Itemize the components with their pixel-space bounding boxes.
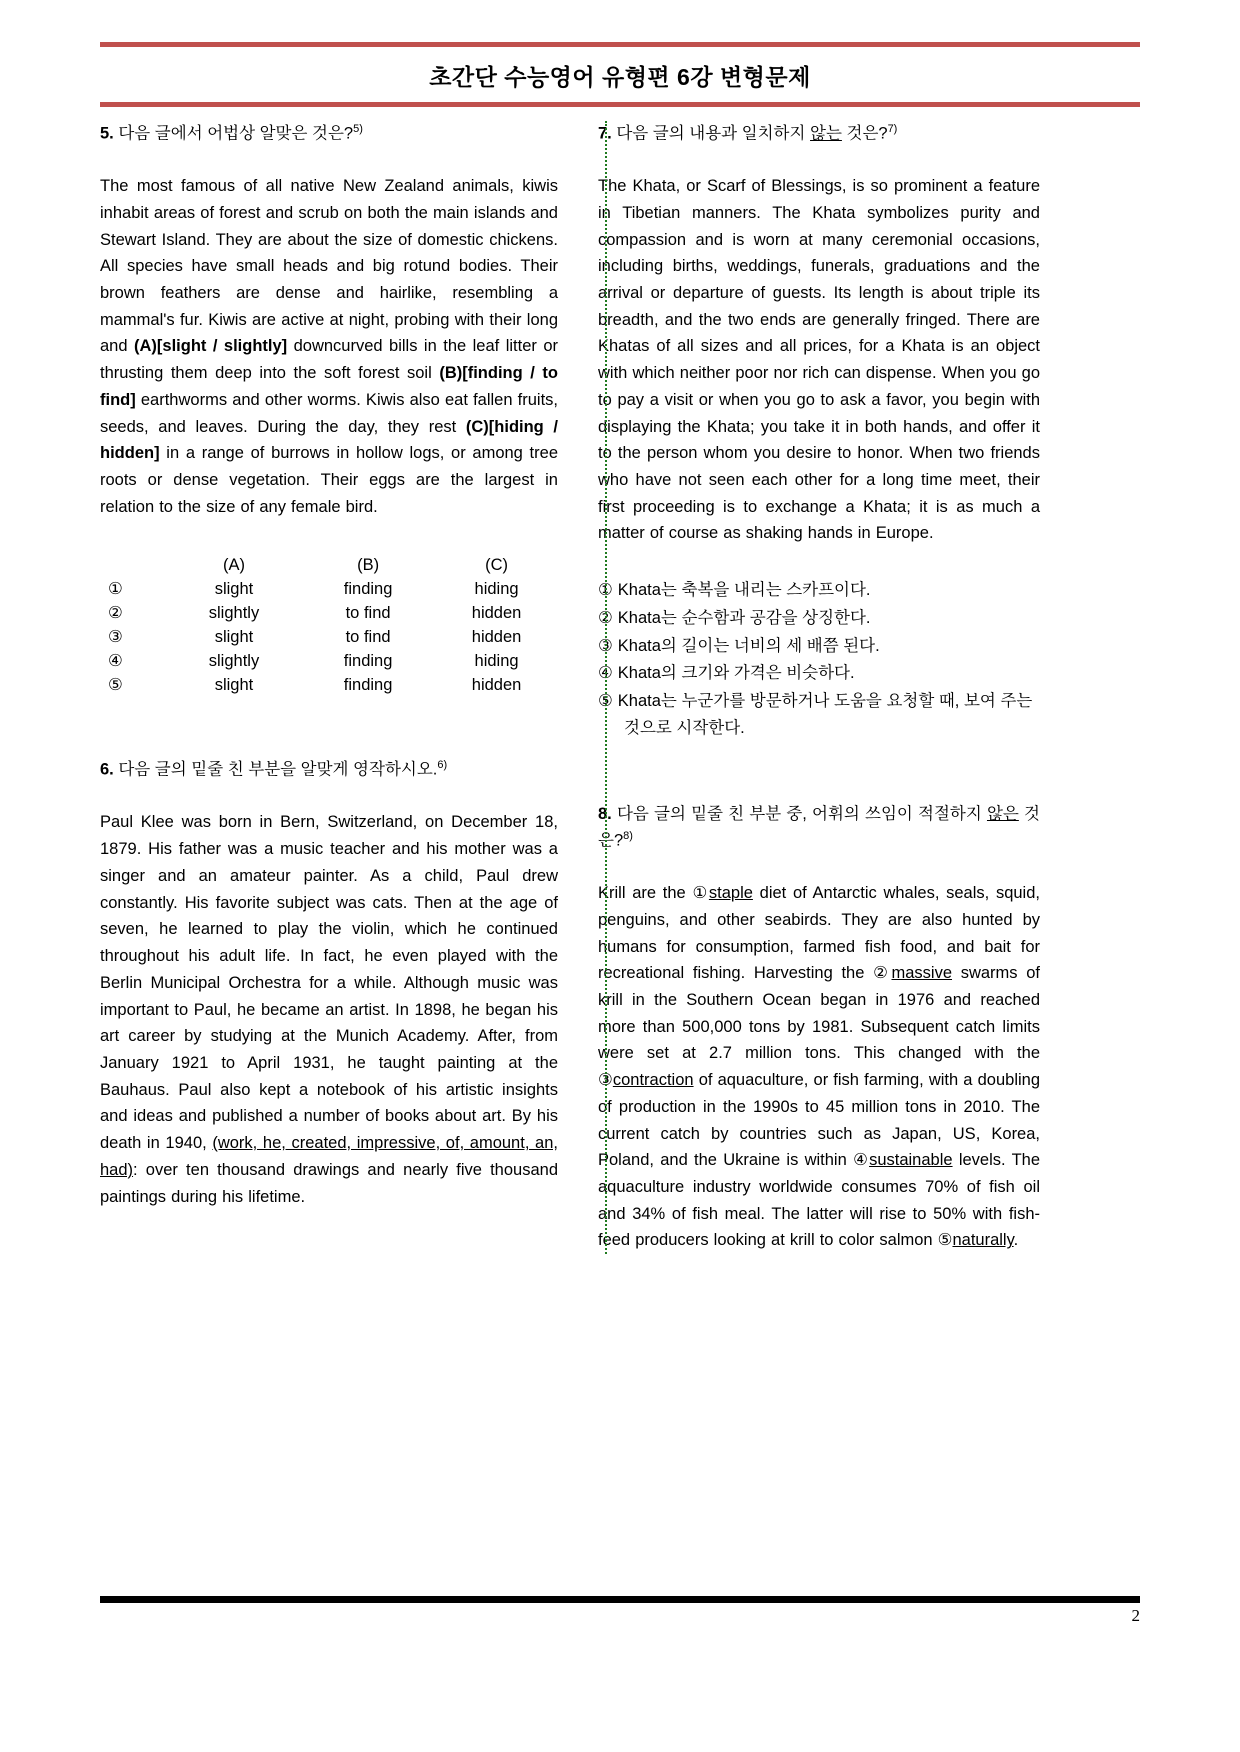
- option-marker: ①: [598, 581, 613, 600]
- choice-value-a: slightly: [208, 603, 260, 622]
- page-title: 초간단 수능영어 유형편 6강 변형문제: [429, 64, 811, 90]
- list-item[interactable]: [598, 688, 1040, 741]
- choice-marker[interactable]: ④: [108, 652, 123, 671]
- right-column: [570, 121, 1040, 1254]
- q6-passage-part2: : over ten thousand drawings and nearly five thousand paintings during his lifetime.: [100, 1160, 558, 1206]
- q5-passage-part2: downcurved bills in the leaf litter or thrusting them deep into the soft forest soil: [100, 337, 558, 383]
- question-6-prompt: 다음 글의 밑줄 친 부분을 알맞게 영작하시오.: [113, 760, 438, 779]
- choice-table-header-row: [100, 554, 558, 577]
- question-7-options: [598, 577, 1040, 741]
- col-header-b: (B): [357, 556, 380, 575]
- question-5: [100, 121, 558, 697]
- q8-seg3: swarms of krill in the Southern Ocean began in 1976 and reached more than 500,000 tons by 1981. Subsequent catch limits were set at 2.7 million tons. This changed with the: [598, 964, 1040, 1063]
- choice-value-a: slightly: [208, 651, 260, 670]
- left-column: [100, 121, 570, 1210]
- option-marker: ③: [598, 636, 613, 655]
- option-label: Khata는 순수함과 공감을 상징한다.: [617, 608, 871, 627]
- table-row[interactable]: [100, 601, 558, 625]
- question-8-passage: [598, 880, 1040, 1254]
- list-item[interactable]: [598, 577, 1040, 604]
- table-row[interactable]: [100, 673, 558, 697]
- q6-scrambled-words: (work, he, created, impressive, of, amount, an, had): [100, 1134, 558, 1179]
- question-8-prompt-negation: 않은: [986, 805, 1019, 824]
- q8-seg4: of aquaculture, or fish farming, with a doubling of production in the 1990s to 45 million tons in 2010. The current catch by countries such as Japan, US, Korea, Poland, and the Ukraine is within: [598, 1071, 1041, 1170]
- question-5-number: 5.: [100, 124, 114, 143]
- table-row[interactable]: [100, 577, 558, 601]
- header-bottom-rule: [100, 102, 1140, 107]
- q8-underlined-word-3[interactable]: contraction: [612, 1071, 694, 1090]
- q5-blank-b: (B)[finding / to find]: [100, 364, 558, 409]
- option-label: Khata의 크기와 가격은 비슷하다.: [617, 664, 855, 683]
- question-7-number: 7.: [598, 124, 612, 143]
- option-label: Khata의 길이는 너비의 세 배쯤 된다.: [617, 636, 880, 655]
- q8-marker-1: ①: [692, 884, 709, 903]
- choice-table-body: [100, 577, 558, 697]
- choice-value-b: to find: [345, 627, 391, 646]
- question-5-footnote: 5): [353, 123, 363, 135]
- choice-value-c: hidden: [471, 627, 522, 646]
- question-5-prompt: 다음 글에서 어법상 알맞은 것은?: [113, 124, 354, 143]
- choice-value-a: slight: [214, 675, 254, 694]
- q5-passage-part1: The most famous of all native New Zealand animals, kiwis inhabit areas of forest and scrub on both the main islands and Stewart Island. They are about the size of domestic chickens. All species have small heads and big rotund bodies. Their brown feathers are dense and hairlike, resembling a mammal's fur. Kiwis are active at night, probing with their long and: [100, 177, 558, 356]
- q8-underlined-word-5[interactable]: naturally: [952, 1231, 1014, 1250]
- choice-marker[interactable]: ⑤: [108, 676, 123, 695]
- choice-value-b: finding: [343, 675, 393, 694]
- column-divider: [605, 121, 607, 1254]
- question-7-prompt-negation: 않는: [810, 124, 842, 143]
- q8-marker-2: ②: [873, 964, 892, 983]
- choice-value-a: slight: [214, 627, 254, 646]
- question-8-heading: [598, 802, 1040, 854]
- choice-value-c: hidden: [471, 675, 522, 694]
- choice-value-c: hiding: [474, 651, 519, 670]
- choice-value-c: hiding: [474, 579, 519, 598]
- q8-seg2: diet of Antarctic whales, seals, squid, penguins, and other seabirds. They are also hunted by humans for consumption, farmed fish food, and bait for recreational fishing. Harvesting the: [598, 884, 1040, 983]
- q8-underlined-word-2[interactable]: massive: [891, 964, 953, 983]
- option-marker: ④: [598, 664, 613, 683]
- option-label: Khata는 누군가를 방문하거나 도움을 요청할 때, 보여 주는 것으로 시작한다.: [617, 692, 1033, 737]
- question-7-prompt-b: 것은?: [841, 124, 888, 143]
- list-item[interactable]: [598, 633, 1040, 660]
- q8-seg5: levels. The aquaculture industry worldwide consumes 70% of fish oil and 34% of fish meal. The latter will rise to 50% with fish-feed producers looking at krill to color salmon: [598, 1151, 1041, 1250]
- choice-value-a: slight: [214, 579, 254, 598]
- option-marker: ⑤: [598, 692, 613, 710]
- q8-underlined-word-4[interactable]: sustainable: [869, 1151, 953, 1170]
- question-7: [598, 121, 1040, 741]
- q8-marker-3: ③: [598, 1071, 613, 1090]
- question-5-choice-table: [100, 554, 558, 697]
- option-marker: ②: [598, 608, 613, 627]
- q8-seg1: Krill are the: [598, 884, 693, 903]
- q8-seg6: .: [1013, 1231, 1019, 1250]
- q8-marker-5: ⑤: [937, 1231, 953, 1250]
- q8-underlined-word-1[interactable]: staple: [708, 884, 753, 903]
- choice-value-c: hidden: [471, 603, 522, 622]
- two-column-body: [100, 121, 1140, 1254]
- question-6: [100, 757, 558, 1210]
- question-8-number: 8.: [598, 805, 612, 824]
- footer-rule: [100, 1596, 1140, 1603]
- question-7-prompt-a: 다음 글의 내용과 일치하지: [611, 124, 811, 143]
- choice-value-b: finding: [343, 579, 393, 598]
- question-5-heading: [100, 121, 558, 147]
- col-header-c: (C): [485, 556, 508, 575]
- q8-marker-4: ④: [853, 1151, 870, 1170]
- q5-blank-c: (C)[hiding / hidden]: [100, 417, 558, 463]
- question-5-passage: [100, 173, 558, 520]
- question-8-prompt-a: 다음 글의 밑줄 친 부분 중, 어휘의 쓰임이 적절하지: [611, 805, 987, 824]
- spacer: [598, 742, 1040, 802]
- question-6-footnote: 6): [437, 759, 448, 772]
- question-6-number: 6.: [100, 760, 114, 779]
- spacer: [100, 697, 558, 757]
- question-8-prompt-b: 것은?: [598, 805, 1040, 850]
- col-header-blank: [100, 554, 167, 577]
- question-8-footnote: 8): [623, 830, 633, 842]
- choice-marker[interactable]: ③: [108, 628, 123, 647]
- page-number: 2: [1131, 1606, 1140, 1625]
- question-7-heading: [598, 121, 1040, 147]
- option-label: Khata는 축복을 내리는 스카프이다.: [617, 581, 871, 600]
- question-7-passage: The Khata, or Scarf of Blessings, is so prominent a feature in Tibetian manners. The Khata symbolizes purity and compassion and is worn at many ceremonial occasions, including births, weddings, funerals, graduations and the arrival or departure of guests. Its length is about triple its breadth, and the two ends are generally fringed. There are Khatas of all sizes and all prices, for a Khata is an object with which neither poor nor rich can dispense. When you go to pay a visit or when you go to ask a favor, you begin with displaying the Khata; you take it in both hands, and offer it to the person whom you desire to honor. When two friends who have not seen each other for a long time meet, their first proceeding is to exchange a Khata; it is as much a matter of course as shaking hands in Europe.: [598, 177, 1040, 543]
- choice-value-b: finding: [343, 651, 393, 670]
- choice-marker[interactable]: ①: [108, 580, 123, 599]
- q6-passage-part1: Paul Klee was born in Bern, Switzerland, on December 18, 1879. His father was a music teacher and his mother was a singer and an amateur painter. As a child, Paul drew constantly. His favorite subject was cats. Then at the age of seven, he learned to play the violin, which he continued throughout his adult life. In fact, he even played with the Berlin Municipal Orchestra for a while. Although music was important to Paul, he became an artist. In 1898, he began his art career by studying at the Munich Academy. After, from January 1921 to April 1931, he taught painting at the Bauhaus. Paul also kept a notebook of his artistic insights and ideas and published a number of books about art. By his death in 1940,: [100, 813, 558, 1153]
- list-item[interactable]: [598, 605, 1040, 632]
- q5-passage-part3: earthworms and other worms. Kiwis also eat fallen fruits, seeds, and leaves. During the day, they rest: [100, 390, 558, 436]
- table-row[interactable]: [100, 649, 558, 673]
- question-6-heading: [100, 757, 558, 783]
- question-6-passage: [100, 809, 558, 1210]
- choice-marker[interactable]: ②: [108, 604, 123, 623]
- q5-passage-part4: in a range of burrows in hollow logs, or among tree roots or dense vegetation. Their eggs are the largest in relation to the size of any female bird.: [100, 444, 558, 516]
- table-row[interactable]: [100, 625, 558, 649]
- question-8: [598, 802, 1040, 1254]
- q5-blank-a: (A)[slight / slightly]: [134, 337, 288, 356]
- col-header-a: (A): [222, 556, 245, 575]
- list-item[interactable]: [598, 660, 1040, 687]
- question-7-footnote: 7): [887, 123, 898, 135]
- choice-value-b: to find: [345, 603, 391, 622]
